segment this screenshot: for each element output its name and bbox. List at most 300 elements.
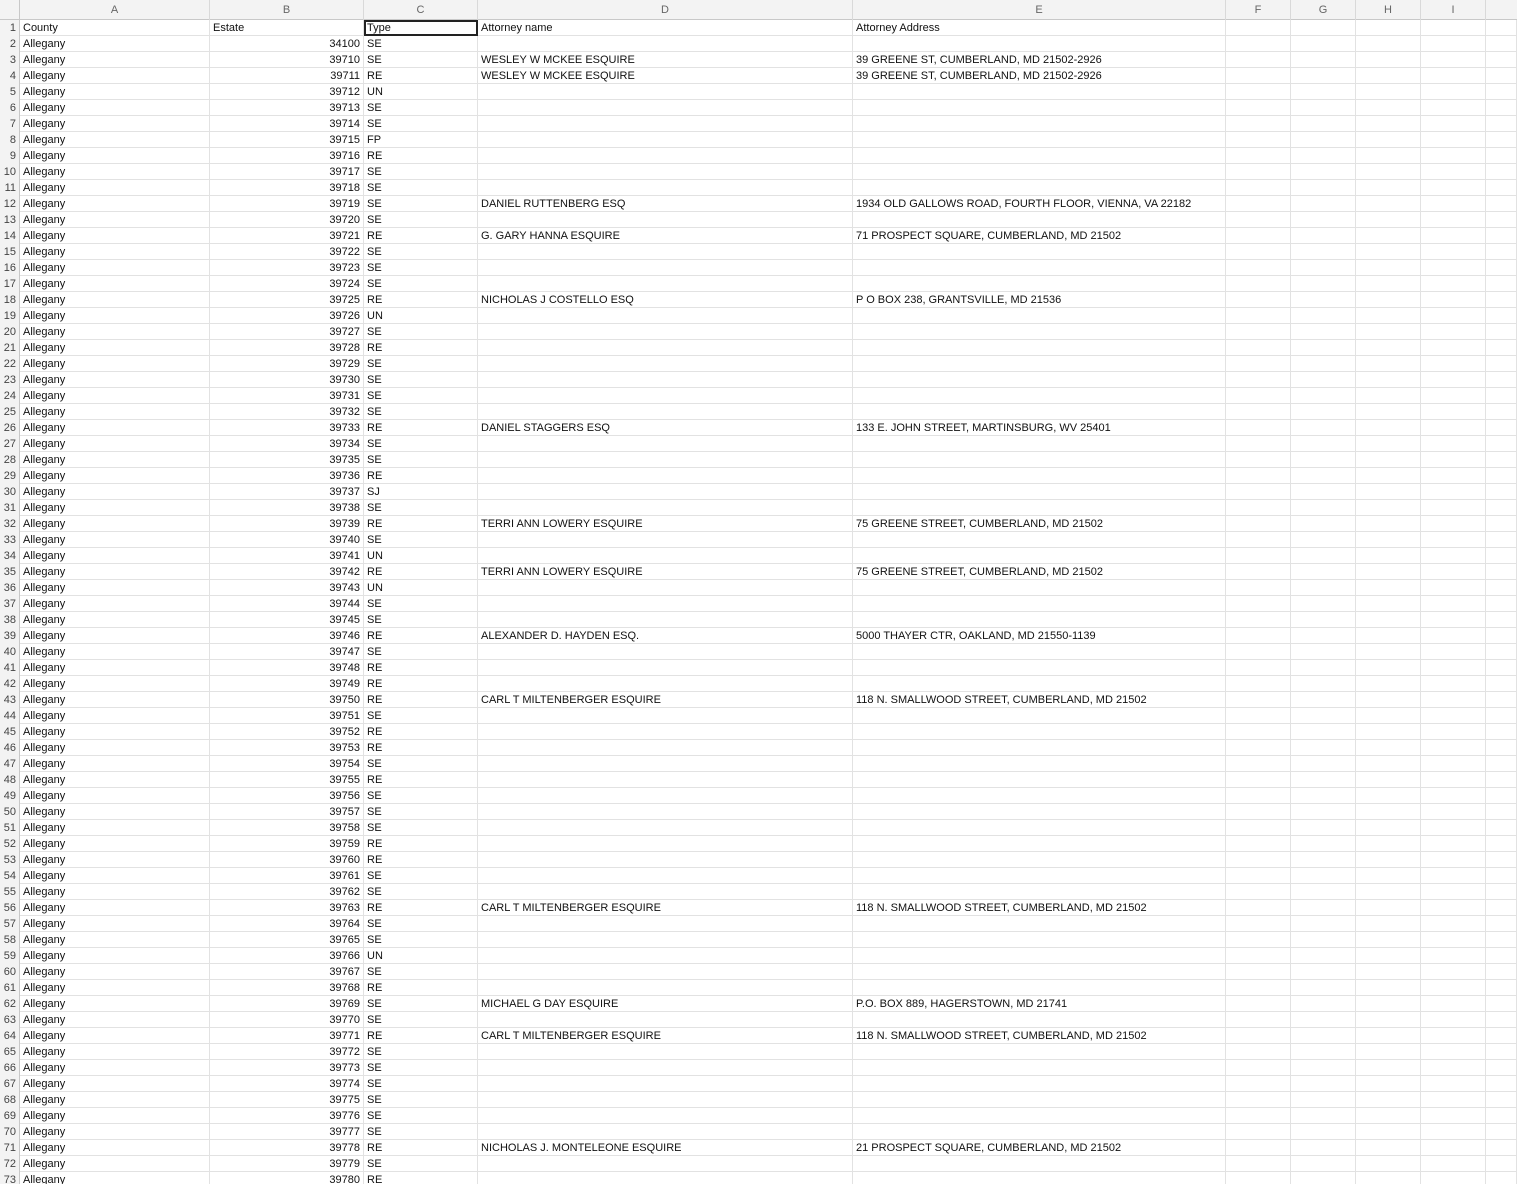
empty-cell[interactable] xyxy=(1291,116,1356,132)
column-header-c[interactable]: C xyxy=(364,0,478,20)
row-number[interactable]: 37 xyxy=(0,596,20,612)
estate-cell[interactable]: 39723 xyxy=(210,260,364,276)
empty-cell[interactable] xyxy=(1421,1156,1486,1172)
empty-cell[interactable] xyxy=(1226,148,1291,164)
column-header-e[interactable]: E xyxy=(853,0,1226,20)
empty-cell[interactable] xyxy=(1486,708,1517,724)
empty-cell[interactable] xyxy=(1226,1172,1291,1184)
row-number[interactable]: 9 xyxy=(0,148,20,164)
type-cell[interactable]: RE xyxy=(364,980,478,996)
empty-cell[interactable] xyxy=(1291,932,1356,948)
empty-cell[interactable] xyxy=(1226,1124,1291,1140)
empty-cell[interactable] xyxy=(1356,724,1421,740)
empty-cell[interactable] xyxy=(1421,692,1486,708)
empty-cell[interactable] xyxy=(1291,1172,1356,1184)
attorney-address-cell[interactable] xyxy=(853,916,1226,932)
attorney-address-cell[interactable] xyxy=(853,676,1226,692)
type-cell[interactable]: SE xyxy=(364,1060,478,1076)
attorney-address-cell[interactable] xyxy=(853,980,1226,996)
row-number[interactable]: 51 xyxy=(0,820,20,836)
empty-cell[interactable] xyxy=(1356,372,1421,388)
empty-cell[interactable] xyxy=(1226,196,1291,212)
estate-cell[interactable]: 39724 xyxy=(210,276,364,292)
empty-cell[interactable] xyxy=(1421,180,1486,196)
row-number[interactable]: 15 xyxy=(0,244,20,260)
county-cell[interactable]: Allegany xyxy=(20,916,210,932)
type-cell[interactable]: SE xyxy=(364,1076,478,1092)
attorney-address-cell[interactable] xyxy=(853,1092,1226,1108)
empty-cell[interactable] xyxy=(1291,1156,1356,1172)
empty-cell[interactable] xyxy=(1356,196,1421,212)
estate-cell[interactable]: 39778 xyxy=(210,1140,364,1156)
empty-cell[interactable] xyxy=(1356,964,1421,980)
empty-cell[interactable] xyxy=(1486,596,1517,612)
empty-cell[interactable] xyxy=(1486,980,1517,996)
empty-cell[interactable] xyxy=(1421,260,1486,276)
county-cell[interactable]: Allegany xyxy=(20,708,210,724)
attorney-name-cell[interactable] xyxy=(478,724,853,740)
empty-cell[interactable] xyxy=(1291,612,1356,628)
empty-cell[interactable] xyxy=(1356,564,1421,580)
attorney-name-cell[interactable] xyxy=(478,356,853,372)
empty-cell[interactable] xyxy=(1356,1028,1421,1044)
estate-cell[interactable]: 39758 xyxy=(210,820,364,836)
attorney-address-cell[interactable] xyxy=(853,116,1226,132)
estate-cell[interactable]: 39744 xyxy=(210,596,364,612)
empty-cell[interactable] xyxy=(1291,820,1356,836)
empty-cell[interactable] xyxy=(1226,884,1291,900)
empty-cell[interactable] xyxy=(1226,52,1291,68)
empty-cell[interactable] xyxy=(1486,276,1517,292)
county-cell[interactable]: Allegany xyxy=(20,36,210,52)
empty-cell[interactable] xyxy=(1291,500,1356,516)
empty-cell[interactable] xyxy=(1291,276,1356,292)
empty-cell[interactable] xyxy=(1291,340,1356,356)
row-number[interactable]: 24 xyxy=(0,388,20,404)
empty-cell[interactable] xyxy=(1486,132,1517,148)
row-number[interactable]: 45 xyxy=(0,724,20,740)
empty-cell[interactable] xyxy=(1421,548,1486,564)
estate-cell[interactable]: 39721 xyxy=(210,228,364,244)
empty-cell[interactable] xyxy=(1486,692,1517,708)
attorney-address-cell[interactable] xyxy=(853,708,1226,724)
type-cell[interactable]: SE xyxy=(364,1092,478,1108)
select-all-corner[interactable] xyxy=(0,0,20,20)
row-number[interactable]: 71 xyxy=(0,1140,20,1156)
empty-cell[interactable] xyxy=(1421,212,1486,228)
attorney-name-cell[interactable] xyxy=(478,836,853,852)
empty-cell[interactable] xyxy=(1291,708,1356,724)
empty-cell[interactable] xyxy=(1486,868,1517,884)
empty-cell[interactable] xyxy=(1226,260,1291,276)
estate-cell[interactable]: 39736 xyxy=(210,468,364,484)
attorney-address-cell[interactable] xyxy=(853,548,1226,564)
empty-cell[interactable] xyxy=(1486,1060,1517,1076)
empty-cell[interactable] xyxy=(1421,164,1486,180)
empty-cell[interactable] xyxy=(1226,308,1291,324)
empty-cell[interactable] xyxy=(1421,452,1486,468)
empty-cell[interactable] xyxy=(1356,388,1421,404)
type-cell[interactable]: RE xyxy=(364,148,478,164)
type-cell[interactable]: SE xyxy=(364,164,478,180)
county-cell[interactable]: Allegany xyxy=(20,660,210,676)
attorney-name-cell[interactable] xyxy=(478,772,853,788)
county-cell[interactable]: Allegany xyxy=(20,932,210,948)
attorney-name-cell[interactable] xyxy=(478,180,853,196)
estate-cell[interactable]: 39750 xyxy=(210,692,364,708)
attorney-name-cell[interactable]: NICHOLAS J. MONTELEONE ESQUIRE xyxy=(478,1140,853,1156)
type-cell[interactable]: RE xyxy=(364,692,478,708)
empty-cell[interactable] xyxy=(1226,1012,1291,1028)
estate-cell[interactable]: 39714 xyxy=(210,116,364,132)
county-cell[interactable]: Allegany xyxy=(20,756,210,772)
attorney-address-cell[interactable] xyxy=(853,836,1226,852)
empty-cell[interactable] xyxy=(1421,916,1486,932)
empty-cell[interactable] xyxy=(1226,852,1291,868)
row-number[interactable]: 7 xyxy=(0,116,20,132)
empty-cell[interactable] xyxy=(1356,84,1421,100)
empty-cell[interactable] xyxy=(1421,852,1486,868)
attorney-name-cell[interactable] xyxy=(478,116,853,132)
attorney-address-cell[interactable]: P O BOX 238, GRANTSVILLE, MD 21536 xyxy=(853,292,1226,308)
attorney-name-cell[interactable]: DANIEL RUTTENBERG ESQ xyxy=(478,196,853,212)
empty-cell[interactable] xyxy=(1356,132,1421,148)
row-number[interactable]: 27 xyxy=(0,436,20,452)
row-number[interactable]: 23 xyxy=(0,372,20,388)
empty-cell[interactable] xyxy=(1486,116,1517,132)
attorney-name-cell[interactable] xyxy=(478,852,853,868)
estate-cell[interactable]: 39776 xyxy=(210,1108,364,1124)
empty-cell[interactable] xyxy=(1486,756,1517,772)
county-cell[interactable]: Allegany xyxy=(20,276,210,292)
type-cell[interactable]: SE xyxy=(364,436,478,452)
estate-cell[interactable]: 39735 xyxy=(210,452,364,468)
county-cell[interactable]: Allegany xyxy=(20,788,210,804)
attorney-address-cell[interactable] xyxy=(853,820,1226,836)
empty-cell[interactable] xyxy=(1421,932,1486,948)
empty-cell[interactable] xyxy=(1486,948,1517,964)
empty-cell[interactable] xyxy=(1421,884,1486,900)
attorney-address-cell[interactable] xyxy=(853,772,1226,788)
empty-cell[interactable] xyxy=(1421,772,1486,788)
empty-cell[interactable] xyxy=(1486,564,1517,580)
attorney-address-cell[interactable] xyxy=(853,788,1226,804)
row-number[interactable]: 16 xyxy=(0,260,20,276)
estate-cell[interactable]: 39746 xyxy=(210,628,364,644)
empty-cell[interactable] xyxy=(1486,996,1517,1012)
estate-cell[interactable]: 39767 xyxy=(210,964,364,980)
empty-cell[interactable] xyxy=(1291,36,1356,52)
row-number[interactable]: 11 xyxy=(0,180,20,196)
type-cell[interactable]: SE xyxy=(364,356,478,372)
type-cell[interactable]: SE xyxy=(364,756,478,772)
attorney-name-cell[interactable]: CARL T MILTENBERGER ESQUIRE xyxy=(478,1028,853,1044)
attorney-address-cell[interactable] xyxy=(853,260,1226,276)
attorney-name-cell[interactable] xyxy=(478,148,853,164)
county-cell[interactable]: Allegany xyxy=(20,612,210,628)
county-cell[interactable]: Allegany xyxy=(20,996,210,1012)
empty-cell[interactable] xyxy=(1421,52,1486,68)
empty-cell[interactable] xyxy=(1486,1044,1517,1060)
empty-cell[interactable] xyxy=(1226,500,1291,516)
empty-cell[interactable] xyxy=(1356,740,1421,756)
type-cell[interactable]: SE xyxy=(364,116,478,132)
row-number[interactable]: 2 xyxy=(0,36,20,52)
empty-cell[interactable] xyxy=(1356,1124,1421,1140)
county-cell[interactable]: Allegany xyxy=(20,116,210,132)
county-cell[interactable]: Allegany xyxy=(20,260,210,276)
empty-cell[interactable] xyxy=(1291,1044,1356,1060)
county-cell[interactable]: Allegany xyxy=(20,100,210,116)
empty-cell[interactable] xyxy=(1486,36,1517,52)
attorney-name-cell[interactable]: TERRI ANN LOWERY ESQUIRE xyxy=(478,564,853,580)
row-number[interactable]: 36 xyxy=(0,580,20,596)
empty-cell[interactable] xyxy=(1421,996,1486,1012)
county-cell[interactable]: Allegany xyxy=(20,516,210,532)
empty-cell[interactable] xyxy=(1226,532,1291,548)
type-cell[interactable]: SE xyxy=(364,788,478,804)
empty-cell[interactable] xyxy=(1356,52,1421,68)
empty-cell[interactable] xyxy=(1486,1172,1517,1184)
row-number[interactable]: 38 xyxy=(0,612,20,628)
empty-cell[interactable] xyxy=(1356,276,1421,292)
county-cell[interactable]: Allegany xyxy=(20,548,210,564)
row-number[interactable]: 66 xyxy=(0,1060,20,1076)
attorney-name-cell[interactable] xyxy=(478,484,853,500)
attorney-name-cell[interactable]: MICHAEL G DAY ESQUIRE xyxy=(478,996,853,1012)
empty-cell[interactable] xyxy=(1226,676,1291,692)
row-number[interactable]: 43 xyxy=(0,692,20,708)
empty-cell[interactable] xyxy=(1226,484,1291,500)
empty-cell[interactable] xyxy=(1486,68,1517,84)
row-number[interactable]: 58 xyxy=(0,932,20,948)
empty-cell[interactable] xyxy=(1226,436,1291,452)
empty-cell[interactable] xyxy=(1291,532,1356,548)
empty-cell[interactable] xyxy=(1356,868,1421,884)
empty-cell[interactable] xyxy=(1291,900,1356,916)
attorney-address-cell[interactable] xyxy=(853,372,1226,388)
county-cell[interactable]: Allegany xyxy=(20,228,210,244)
county-cell[interactable]: Allegany xyxy=(20,964,210,980)
empty-cell[interactable] xyxy=(1421,1092,1486,1108)
estate-cell[interactable]: 39770 xyxy=(210,1012,364,1028)
empty-cell[interactable] xyxy=(1486,852,1517,868)
type-cell[interactable]: SE xyxy=(364,916,478,932)
attorney-name-cell[interactable] xyxy=(478,1012,853,1028)
attorney-address-cell[interactable] xyxy=(853,868,1226,884)
county-cell[interactable]: Allegany xyxy=(20,132,210,148)
empty-cell[interactable] xyxy=(1226,516,1291,532)
type-cell[interactable]: RE xyxy=(364,836,478,852)
county-cell[interactable]: Allegany xyxy=(20,900,210,916)
empty-cell[interactable] xyxy=(1356,980,1421,996)
empty-cell[interactable] xyxy=(1356,532,1421,548)
attorney-name-cell[interactable]: TERRI ANN LOWERY ESQUIRE xyxy=(478,516,853,532)
attorney-name-cell[interactable]: NICHOLAS J COSTELLO ESQ xyxy=(478,292,853,308)
row-number[interactable]: 59 xyxy=(0,948,20,964)
empty-cell[interactable] xyxy=(1486,1012,1517,1028)
attorney-address-cell[interactable] xyxy=(853,500,1226,516)
empty-cell[interactable] xyxy=(1421,532,1486,548)
estate-cell[interactable]: 39742 xyxy=(210,564,364,580)
type-cell[interactable]: SE xyxy=(364,820,478,836)
estate-cell[interactable]: 39763 xyxy=(210,900,364,916)
empty-cell[interactable] xyxy=(1356,548,1421,564)
empty-cell[interactable] xyxy=(1486,308,1517,324)
empty-cell[interactable] xyxy=(1291,756,1356,772)
empty-cell[interactable] xyxy=(1356,436,1421,452)
empty-cell[interactable] xyxy=(1421,948,1486,964)
estate-cell[interactable]: 39757 xyxy=(210,804,364,820)
estate-cell[interactable]: 39730 xyxy=(210,372,364,388)
empty-cell[interactable] xyxy=(1486,196,1517,212)
county-cell[interactable]: Allegany xyxy=(20,1044,210,1060)
empty-cell[interactable] xyxy=(1226,900,1291,916)
county-cell[interactable]: Allegany xyxy=(20,804,210,820)
empty-cell[interactable] xyxy=(1486,484,1517,500)
estate-cell[interactable]: 39722 xyxy=(210,244,364,260)
empty-cell[interactable] xyxy=(1291,20,1356,36)
attorney-name-cell[interactable] xyxy=(478,372,853,388)
empty-cell[interactable] xyxy=(1486,772,1517,788)
attorney-address-cell[interactable] xyxy=(853,660,1226,676)
empty-cell[interactable] xyxy=(1486,548,1517,564)
row-number[interactable]: 46 xyxy=(0,740,20,756)
attorney-name-cell[interactable] xyxy=(478,1060,853,1076)
estate-cell[interactable]: 39726 xyxy=(210,308,364,324)
empty-cell[interactable] xyxy=(1421,740,1486,756)
empty-cell[interactable] xyxy=(1291,1108,1356,1124)
estate-cell[interactable]: 39780 xyxy=(210,1172,364,1184)
empty-cell[interactable] xyxy=(1291,100,1356,116)
empty-cell[interactable] xyxy=(1356,1156,1421,1172)
empty-cell[interactable] xyxy=(1486,52,1517,68)
attorney-address-cell[interactable] xyxy=(853,388,1226,404)
row-number[interactable]: 73 xyxy=(0,1172,20,1184)
empty-cell[interactable] xyxy=(1291,676,1356,692)
type-cell[interactable]: RE xyxy=(364,1028,478,1044)
attorney-address-cell[interactable] xyxy=(853,484,1226,500)
estate-cell[interactable]: 39764 xyxy=(210,916,364,932)
attorney-address-cell[interactable]: P.O. BOX 889, HAGERSTOWN, MD 21741 xyxy=(853,996,1226,1012)
type-cell[interactable]: SE xyxy=(364,532,478,548)
attorney-address-cell[interactable] xyxy=(853,804,1226,820)
empty-cell[interactable] xyxy=(1226,948,1291,964)
empty-cell[interactable] xyxy=(1226,1028,1291,1044)
empty-cell[interactable] xyxy=(1356,20,1421,36)
empty-cell[interactable] xyxy=(1291,916,1356,932)
estate-cell[interactable]: 39762 xyxy=(210,884,364,900)
attorney-name-cell[interactable] xyxy=(478,164,853,180)
county-cell[interactable]: Allegany xyxy=(20,628,210,644)
empty-cell[interactable] xyxy=(1421,196,1486,212)
county-cell[interactable]: Allegany xyxy=(20,1108,210,1124)
row-number[interactable]: 67 xyxy=(0,1076,20,1092)
county-cell[interactable]: Allegany xyxy=(20,836,210,852)
empty-cell[interactable] xyxy=(1356,804,1421,820)
type-cell[interactable]: RE xyxy=(364,420,478,436)
type-cell[interactable]: UN xyxy=(364,308,478,324)
attorney-address-cell[interactable]: 118 N. SMALLWOOD STREET, CUMBERLAND, MD 21502 xyxy=(853,900,1226,916)
empty-cell[interactable] xyxy=(1486,1108,1517,1124)
estate-cell[interactable]: 39710 xyxy=(210,52,364,68)
empty-cell[interactable] xyxy=(1226,1076,1291,1092)
empty-cell[interactable] xyxy=(1226,68,1291,84)
header-attorney-name[interactable]: Attorney name xyxy=(478,20,853,36)
empty-cell[interactable] xyxy=(1291,548,1356,564)
type-cell[interactable]: RE xyxy=(364,68,478,84)
type-cell[interactable]: RE xyxy=(364,228,478,244)
empty-cell[interactable] xyxy=(1291,212,1356,228)
empty-cell[interactable] xyxy=(1291,948,1356,964)
attorney-name-cell[interactable] xyxy=(478,708,853,724)
attorney-name-cell[interactable] xyxy=(478,884,853,900)
empty-cell[interactable] xyxy=(1486,900,1517,916)
empty-cell[interactable] xyxy=(1356,340,1421,356)
attorney-address-cell[interactable] xyxy=(853,1172,1226,1184)
attorney-address-cell[interactable] xyxy=(853,1156,1226,1172)
empty-cell[interactable] xyxy=(1356,148,1421,164)
attorney-name-cell[interactable] xyxy=(478,580,853,596)
empty-cell[interactable] xyxy=(1421,1060,1486,1076)
empty-cell[interactable] xyxy=(1226,356,1291,372)
attorney-address-cell[interactable]: 118 N. SMALLWOOD STREET, CUMBERLAND, MD 21502 xyxy=(853,1028,1226,1044)
empty-cell[interactable] xyxy=(1291,868,1356,884)
attorney-name-cell[interactable] xyxy=(478,132,853,148)
empty-cell[interactable] xyxy=(1226,324,1291,340)
estate-cell[interactable]: 39743 xyxy=(210,580,364,596)
empty-cell[interactable] xyxy=(1226,276,1291,292)
empty-cell[interactable] xyxy=(1291,68,1356,84)
estate-cell[interactable]: 39713 xyxy=(210,100,364,116)
attorney-name-cell[interactable] xyxy=(478,756,853,772)
empty-cell[interactable] xyxy=(1421,628,1486,644)
county-cell[interactable]: Allegany xyxy=(20,484,210,500)
empty-cell[interactable] xyxy=(1421,1028,1486,1044)
attorney-address-cell[interactable]: 133 E. JOHN STREET, MARTINSBURG, WV 25401 xyxy=(853,420,1226,436)
empty-cell[interactable] xyxy=(1356,1044,1421,1060)
county-cell[interactable]: Allegany xyxy=(20,596,210,612)
county-cell[interactable]: Allegany xyxy=(20,468,210,484)
attorney-name-cell[interactable] xyxy=(478,868,853,884)
empty-cell[interactable] xyxy=(1226,692,1291,708)
estate-cell[interactable]: 39759 xyxy=(210,836,364,852)
empty-cell[interactable] xyxy=(1226,100,1291,116)
header-county[interactable]: County xyxy=(20,20,210,36)
type-cell[interactable]: SE xyxy=(364,196,478,212)
type-cell[interactable]: SE xyxy=(364,868,478,884)
estate-cell[interactable]: 39751 xyxy=(210,708,364,724)
empty-cell[interactable] xyxy=(1421,1124,1486,1140)
empty-cell[interactable] xyxy=(1226,468,1291,484)
type-cell[interactable]: SE xyxy=(364,500,478,516)
county-cell[interactable]: Allegany xyxy=(20,1028,210,1044)
county-cell[interactable]: Allegany xyxy=(20,404,210,420)
empty-cell[interactable] xyxy=(1486,420,1517,436)
empty-cell[interactable] xyxy=(1486,820,1517,836)
attorney-name-cell[interactable]: DANIEL STAGGERS ESQ xyxy=(478,420,853,436)
empty-cell[interactable] xyxy=(1486,740,1517,756)
type-cell[interactable]: UN xyxy=(364,84,478,100)
empty-cell[interactable] xyxy=(1486,164,1517,180)
type-cell[interactable]: RE xyxy=(364,852,478,868)
empty-cell[interactable] xyxy=(1226,980,1291,996)
empty-cell[interactable] xyxy=(1421,980,1486,996)
attorney-name-cell[interactable] xyxy=(478,276,853,292)
attorney-address-cell[interactable] xyxy=(853,1044,1226,1060)
attorney-address-cell[interactable] xyxy=(853,1108,1226,1124)
empty-cell[interactable] xyxy=(1421,84,1486,100)
